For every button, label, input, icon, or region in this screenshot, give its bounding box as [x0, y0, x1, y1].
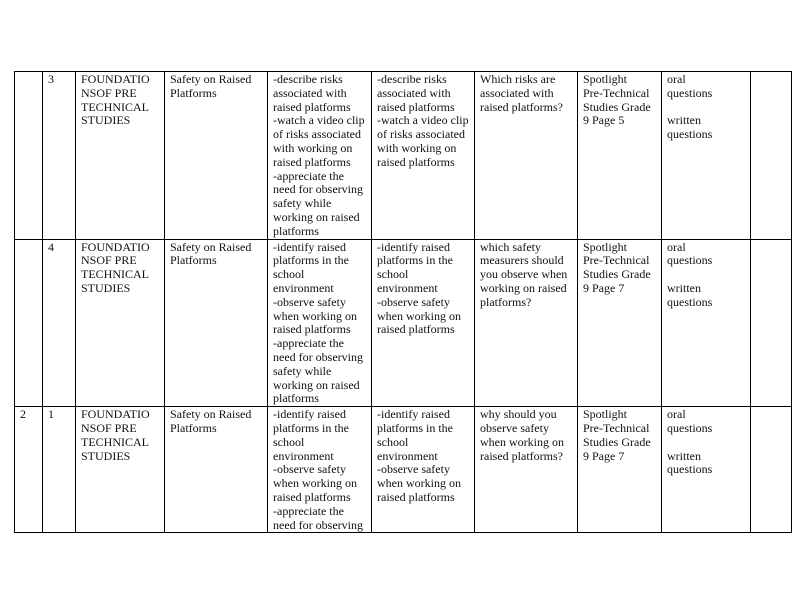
week-cell: 2 [15, 407, 43, 533]
resources-cell: Spotlight Pre-Technical Studies Grade 9 Page 5 [578, 72, 662, 240]
remarks-cell [751, 407, 792, 533]
key-inquiry-cell: why should you observe safety when working on raised platforms? [475, 407, 578, 533]
week-cell [15, 72, 43, 240]
learning-experiences-cell: -identify raised platforms in the school environment -observe safety when working on raised platforms [372, 239, 475, 407]
learning-outcomes-cell: -identify raised platforms in the school environment -observe safety when working on raised platforms -appreciate the need for observing safety while working on raised platforms [268, 239, 372, 407]
lesson-cell: 1 [43, 407, 76, 533]
assessment-cell: oral questions written questions [662, 239, 751, 407]
strand-cell: FOUNDATIO NSOF PRE TECHNICAL STUDIES [76, 407, 165, 533]
resources-cell: Spotlight Pre-Technical Studies Grade 9 Page 7 [578, 407, 662, 533]
key-inquiry-cell: which safety measurers should you observe when working on raised platforms? [475, 239, 578, 407]
strand-cell: FOUNDATIO NSOF PRE TECHNICAL STUDIES [76, 72, 165, 240]
learning-outcomes-cell: -identify raised platforms in the school environment -observe safety when working on raised platforms -appreciate the need for observing [268, 407, 372, 533]
assessment-cell: oral questions written questions [662, 407, 751, 533]
week-cell [15, 239, 43, 407]
sub-strand-cell: Safety on Raised Platforms [165, 72, 268, 240]
assessment-cell: oral questions written questions [662, 72, 751, 240]
scheme-of-work-table [14, 71, 792, 533]
lesson-cell: 3 [43, 72, 76, 240]
strand-cell: FOUNDATIO NSOF PRE TECHNICAL STUDIES [76, 239, 165, 407]
key-inquiry-cell: Which risks are associated with raised platforms? [475, 72, 578, 240]
remarks-cell [751, 72, 792, 240]
learning-experiences-cell: -identify raised platforms in the school environment -observe safety when working on raised platforms [372, 407, 475, 533]
sub-strand-cell: Safety on Raised Platforms [165, 407, 268, 533]
learning-outcomes-cell: -describe risks associated with raised platforms -watch a video clip of risks associated with working on raised platforms -appreciate the need for observing safety while working on raised platforms [268, 72, 372, 240]
remarks-cell [751, 239, 792, 407]
table-row [15, 407, 792, 533]
lesson-cell: 4 [43, 239, 76, 407]
table-row [15, 239, 792, 407]
table-row [15, 72, 792, 240]
resources-cell: Spotlight Pre-Technical Studies Grade 9 Page 7 [578, 239, 662, 407]
sub-strand-cell: Safety on Raised Platforms [165, 239, 268, 407]
learning-experiences-cell: -describe risks associated with raised platforms -watch a video clip of risks associated with working on raised platforms [372, 72, 475, 240]
